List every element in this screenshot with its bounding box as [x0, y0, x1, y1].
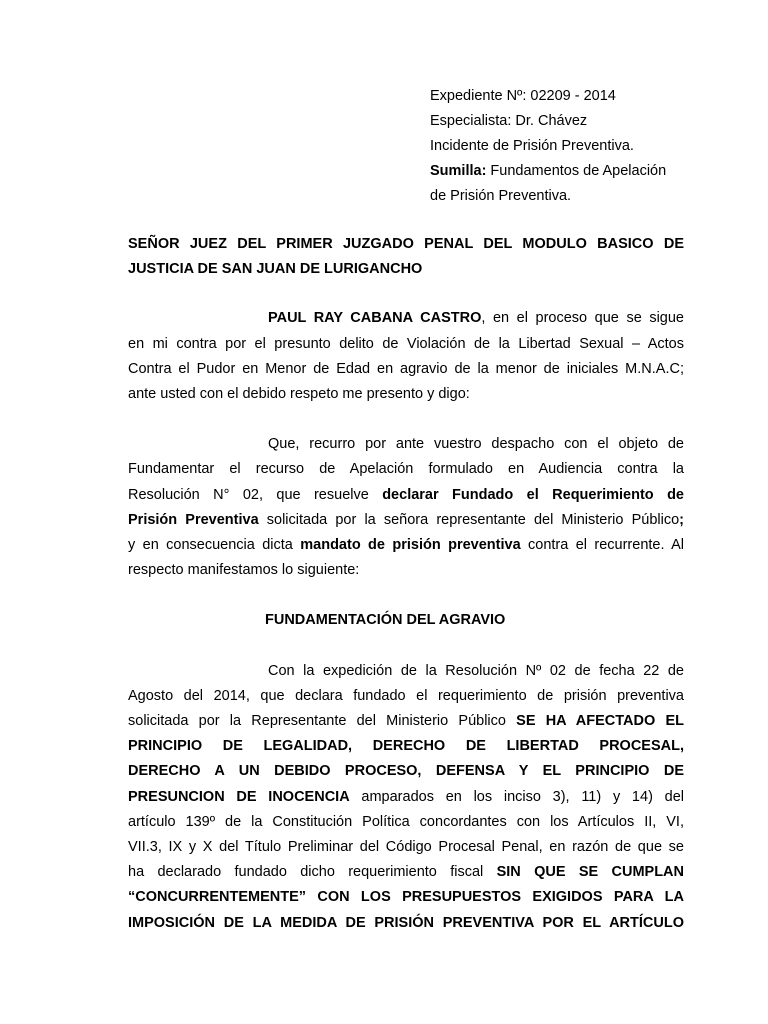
request-line: y en consecuencia dicta mandato de prisión preventiva contra el recurrente. Al — [128, 537, 684, 554]
grounds-line: Agosto del 2014, que declara fundado el requerimiento de prisión preventiva — [128, 687, 684, 704]
request-line: Prisión Preventiva solicitada por la señora representante del Ministerio Público; — [128, 511, 685, 528]
addressee-line: SEÑOR JUEZ DEL PRIMER JUZGADO PENAL DEL MODULO BASICO DE — [128, 236, 684, 252]
document-body — [128, 232, 684, 961]
grounds-line: “CONCURRENTEMENTE” CON LOS PRESUPUESTOS EXIGIDOS PARA LA — [128, 889, 684, 906]
specialist: Especialista: Dr. Chávez — [430, 113, 588, 129]
request-line: respecto manifestamos lo siguiente: — [128, 562, 360, 579]
intro-line: ante usted con el debido respeto me presento y digo: — [128, 386, 470, 403]
grounds-line: PRESUNCION DE INOCENCIA amparados en los inciso 3), 11) y 14) del — [128, 788, 684, 805]
grounds-line: ha declarado fundado dicho requerimiento fiscal SIN QUE SE CUMPLAN — [128, 864, 684, 881]
intro-line: en mi contra por el presunto delito de Violación de la Libertad Sexual – Actos — [128, 335, 684, 352]
grounds-line: PRINCIPIO DE LEGALIDAD, DERECHO DE LIBERTAD PROCESAL, — [128, 738, 684, 755]
case-header — [430, 84, 750, 209]
grounds-line: DERECHO A UN DEBIDO PROCESO, DEFENSA Y EL PRINCIPIO DE — [128, 763, 684, 780]
request-line: Que, recurro por ante vuestro despacho con el objeto de — [268, 436, 684, 453]
incident: Incidente de Prisión Preventiva. — [430, 138, 634, 154]
request-paragraph — [128, 432, 684, 583]
grounds-line: IMPOSICIÓN DE LA MEDIDA DE PRISIÓN PREVENTIVA POR EL ARTÍCULO — [128, 914, 684, 931]
request-line: Fundamentar el recurso de Apelación formulado en Audiencia contra la — [128, 461, 684, 478]
grounds-line: Con la expedición de la Resolución Nº 02 de fecha 22 de — [268, 662, 684, 679]
summary-line — [430, 159, 750, 184]
request-line: Resolución N° 02, que resuelve declarar Fundado el Requerimiento de — [128, 486, 684, 503]
summary-label: Sumilla: — [430, 163, 487, 179]
addressee-line: JUSTICIA DE SAN JUAN DE LURIGANCHO — [128, 261, 423, 278]
grounds-line: VII.3, IX y X del Título Preliminar del Código Procesal Penal, en razón de que se — [128, 839, 684, 856]
section-title: FUNDAMENTACIÓN DEL AGRAVIO — [265, 612, 506, 629]
addressee — [128, 232, 684, 282]
intro-line: PAUL RAY CABANA CASTRO, en el proceso que se sigue — [268, 310, 684, 327]
grounds-line: solicitada por la Representante del Ministerio Público SE HA AFECTADO EL — [128, 713, 684, 730]
summary-text-continued: de Prisión Preventiva. — [430, 188, 572, 204]
petitioner-name: PAUL RAY CABANA CASTRO — [268, 310, 482, 327]
grounds-line: artículo 139º de la Constitución Política concordantes con los Artículos II, VI, — [128, 813, 684, 830]
intro-paragraph — [128, 306, 684, 407]
case-number: Expediente Nº: 02209 - 2014 — [430, 88, 616, 104]
grounds-paragraph — [128, 659, 684, 936]
intro-line: Contra el Pudor en Menor de Edad en agravio de la menor de iniciales M.N.A.C; — [128, 360, 684, 377]
summary-text: Fundamentos de Apelación — [486, 163, 667, 179]
